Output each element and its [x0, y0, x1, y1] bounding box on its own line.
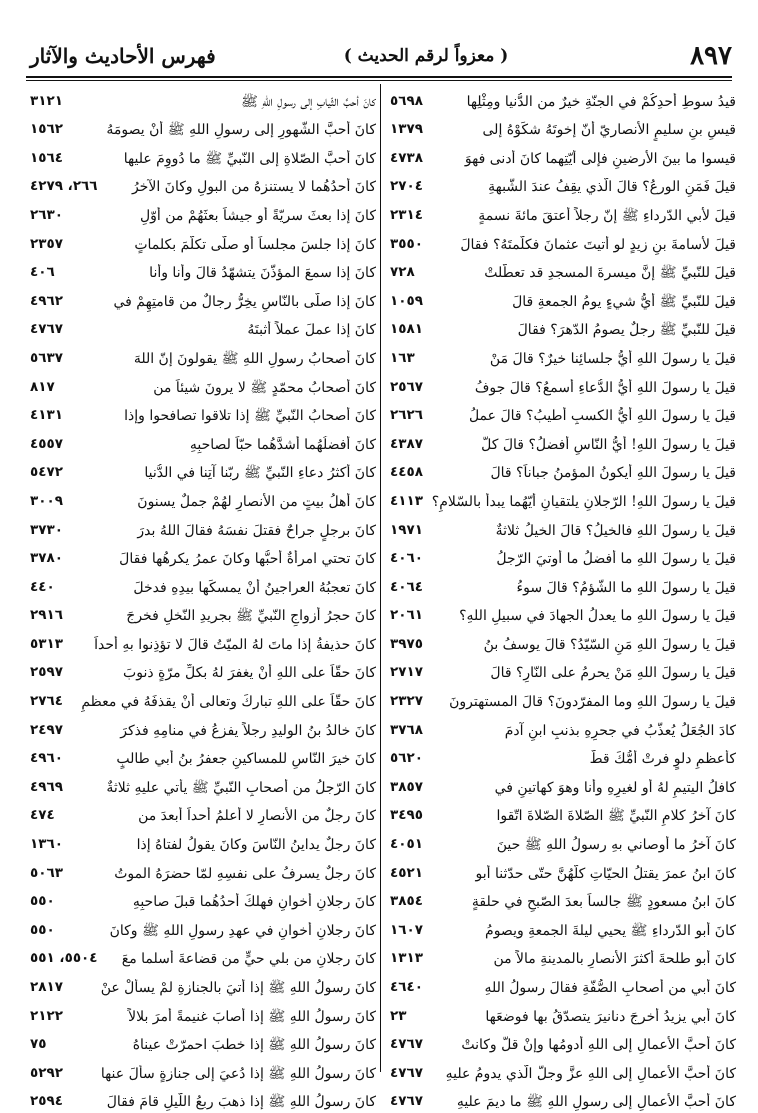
index-entry: [388, 484, 736, 513]
index-entry: [28, 513, 376, 542]
entry-hadith-number: ٢٦٦، ٤٢٧٩: [30, 178, 98, 195]
entry-hadith-number: ٥٥٠: [30, 921, 55, 938]
entry-hadith-number: ٣٧٨٠: [30, 550, 63, 567]
entry-hadith-number: ٢٣: [390, 1007, 407, 1024]
entry-hadith-number: ٤٧٦٧: [390, 1036, 423, 1053]
entry-text: كانَ أهلُ بيتٍ من الأنصارِ لهُمْ جملٌ يسنونَ: [137, 493, 376, 510]
entry-hadith-number: ٣١٢١: [30, 92, 63, 109]
index-entry: [388, 770, 736, 799]
entry-text: كانَ رجلٌ يسرفُ على نفسِهِ لمّا حضرَهُ الموتُ: [114, 865, 376, 882]
index-entry: [388, 656, 736, 685]
index-entry: [28, 341, 376, 370]
index-entry: [28, 913, 376, 942]
entry-hadith-number: ٥٦٩٨: [390, 92, 423, 109]
entry-text: كانَ رسولُ اللهِ ﷺ إذا خطبَ احمرّتْ عيناهُ: [132, 1037, 376, 1054]
index-entry: [388, 141, 736, 170]
index-entry: [28, 113, 376, 142]
header-rule-thin: [26, 80, 732, 81]
entry-hadith-number: ٥٦٣٧: [30, 349, 63, 366]
index-entry: [28, 399, 376, 428]
entry-hadith-number: ٤٧٣٨: [390, 149, 423, 166]
index-entry: [388, 1028, 736, 1057]
entry-hadith-number: ٢٨١٧: [30, 979, 63, 995]
index-entry: [388, 542, 736, 571]
entry-hadith-number: ٥٦٢٠: [390, 750, 423, 767]
entry-hadith-number: ٧٥: [30, 1036, 47, 1053]
entry-text: كانَ الرّجلُ من أصحابِ النّبيِّ ﷺ يأتي عليهِ ثلاثةٌ: [106, 779, 376, 796]
entry-text: قيسوا ما بينَ الأرضينِ فإلى أيّتِهما كانَ أدنى فهوَ: [464, 150, 736, 167]
index-entry: [28, 456, 376, 485]
index-entry: [28, 570, 376, 599]
entry-text: قيلَ يا رسولَ اللهِ أيكونُ المؤمنُ جباناً؟ قالَ: [490, 465, 736, 482]
index-entry: [388, 1056, 736, 1085]
index-entry: [388, 370, 736, 399]
page-subtitle: ( معزواً لرقم الحديث ): [343, 46, 509, 66]
index-entry: [28, 227, 376, 256]
index-entry: [28, 284, 376, 313]
entry-text: كانَ أحبَّ الصّلاةِ إلى النّبيِّ ﷺ ما دُووِمَ عليها: [123, 150, 376, 167]
entry-hadith-number: ٣٨٥٤: [390, 893, 423, 910]
entry-text: كانَ خيرَ النّاسِ للمساكينِ جعفرُ بنُ أبي طالبٍ: [116, 751, 376, 768]
entry-text: كانَ خالدُ بنُ الوليدِ رجلاً يفزعُ في منامِهِ فذكرَ: [120, 722, 376, 739]
index-entry: [28, 484, 376, 513]
entry-hadith-number: ٤٦٤٠: [390, 979, 423, 995]
index-entry: [388, 341, 736, 370]
header-rule: [26, 76, 732, 78]
entry-hadith-number: ٢١٢٢: [30, 1007, 63, 1024]
entry-hadith-number: ٤٧٦٧: [390, 1064, 423, 1081]
entry-text: كانَ آخرُ ما أوصاني بهِ رسولُ اللهِ ﷺ حينَ: [496, 837, 736, 854]
index-entry: [28, 799, 376, 828]
entry-hadith-number: ٤٠٦٠: [390, 550, 423, 567]
index-entry: [388, 885, 736, 914]
entry-hadith-number: ٣٧٣٠: [30, 521, 63, 538]
entry-hadith-number: ٤٥٢١: [390, 864, 423, 881]
index-entry: [28, 742, 376, 771]
index-entry: [388, 284, 736, 313]
index-entry: [388, 684, 736, 713]
entry-text: قيلَ يا رسولَ اللهِ ما الشّؤمُ؟ قالَ سوءُ: [516, 579, 736, 596]
entry-hadith-number: ١٥٨١: [390, 321, 423, 338]
entry-text: كانَ رسولُ اللهِ ﷺ إذا دُعيَ إلى جنازةٍ سألَ عنها: [100, 1065, 376, 1082]
entry-text: قيلَ يا رسولَ اللهِ! الرّجلانِ يلتقيانِ أيّهُما يبدأُ بالسّلامِ؟: [431, 493, 736, 510]
entry-hadith-number: ١٩٧١: [390, 521, 423, 538]
entry-hadith-number: ١٣١٣: [390, 950, 423, 967]
index-entry: [388, 599, 736, 628]
entry-text: كانَ رجلٌ من الأنصارِ لا أعلمُ أحداً أبعدَ من: [138, 808, 376, 825]
index-entry: [28, 827, 376, 856]
entry-hadith-number: ٤٣٨٧: [390, 435, 423, 452]
index-entry: [28, 427, 376, 456]
entry-text: كانَ رجلانِ أخوانِ فهلكَ أحدُهُما قبلَ صاحبِهِ: [132, 894, 376, 911]
index-entry: [28, 770, 376, 799]
index-entry: [28, 599, 376, 628]
entry-text: كانَ رجلٌ يداينُ النّاسَ وكانَ يقولُ لفتاهُ إذا: [136, 837, 376, 854]
entry-hadith-number: ٤٧٦٧: [390, 1093, 423, 1110]
index-entry: [388, 313, 736, 342]
column-divider: [380, 84, 381, 1072]
entry-text: قيلَ للنّبيِّ ﷺ أيُّ شيءٍ يومُ الجمعةِ قالَ: [512, 293, 736, 310]
entry-text: كانَ رجلانِ من بلي حيٍّ من قضاعةَ أسلما معَ: [121, 951, 376, 968]
index-entry: [28, 713, 376, 742]
entry-hadith-number: ٥٤٧٢: [30, 464, 63, 481]
entry-hadith-number: ٤٩٦٩: [30, 778, 63, 795]
entry-hadith-number: ٤٧٦٧: [30, 321, 63, 338]
entry-hadith-number: ٢٥٦٧: [390, 378, 423, 395]
index-entry: [388, 399, 736, 428]
entry-text: كانَ حذيفةُ إذا ماتَ لهُ الميّتُ قالَ لا تؤذِنوا بهِ أحداً: [94, 636, 376, 653]
index-entry: [388, 198, 736, 227]
entry-text: قيلَ فَمَنِ الورعُ؟ قالَ الّذي يقِفُ عندَ الشُّبهةِ: [488, 179, 736, 196]
entry-text: كانَ إذا عملَ عملاً أثبتَهُ: [247, 322, 376, 339]
entry-hadith-number: ٢٧١٧: [390, 664, 423, 681]
entry-text: كادَ الجُعَلُ يُعذَّبُ في جحرِهِ بذنبِ ابنِ آدمَ: [504, 722, 736, 739]
right-column: [388, 84, 736, 1113]
entry-hadith-number: ٤١٣١: [30, 407, 63, 424]
entry-hadith-number: ٥٣١٣: [30, 635, 63, 652]
entry-hadith-number: ١٦٣: [390, 349, 415, 366]
entry-text: كانَ أحدُهُما لا يستنزهُ من البولِ وكانَ الآخرُ: [131, 179, 376, 196]
entry-text: قيلَ يا رسولَ اللهِ أيُّ جلسائِنا خيرٌ؟ قالَ مَنْ: [489, 350, 736, 367]
entry-hadith-number: ٤٧٤: [30, 807, 55, 824]
index-entry: [28, 999, 376, 1028]
entry-hadith-number: ٤٠٦٤: [390, 578, 423, 595]
entry-hadith-number: ٤٥٥٧: [30, 435, 63, 452]
entry-text: قيلَ يا رسولَ اللهِ مَنِ السّيّدُ؟ قالَ يوسفُ بنُ: [483, 636, 736, 653]
entry-text: قيلَ يا رسولَ اللهِ! أيُّ النّاسِ أفضلُ؟ قالَ كلُّ: [481, 436, 736, 453]
index-entry: [388, 627, 736, 656]
entry-hadith-number: ١٦٠٧: [390, 921, 423, 938]
index-entry: [388, 227, 736, 256]
entry-text: قيلَ يا رسولَ اللهِ مَنْ يحرمُ على النّارِ؟ قالَ: [490, 665, 736, 682]
index-entry: [28, 141, 376, 170]
entry-hadith-number: ١٥٦٢: [30, 121, 63, 138]
entry-hadith-number: ٤١١٣: [390, 492, 423, 509]
index-entry: [388, 856, 736, 885]
entry-text: كانَ حقّاً على اللهِ تباركَ وتعالى أنْ يقذفَهُ في معظمِ: [81, 694, 376, 711]
entry-text: قيلَ يا رسولَ اللهِ وما المفرّدونَ؟ قالَ المستهترونَ: [449, 694, 736, 711]
index-entry: [28, 885, 376, 914]
entry-text: قيلَ للنّبيِّ ﷺ رجلٌ يصومُ الدّهرَ؟ فقالَ: [517, 322, 736, 339]
index-entry: [28, 684, 376, 713]
index-entry: [388, 713, 736, 742]
entry-hadith-number: ٢٣٥٧: [30, 235, 63, 252]
entry-text: كانَ ابنُ عمرَ يقتلُ الحيّاتِ كلّهُنَّ حتّى حدّثنا أبو: [475, 865, 736, 882]
index-entry: [28, 970, 376, 999]
entry-hadith-number: ٧٢٨: [390, 264, 415, 281]
entry-hadith-number: ٥٠٦٣: [30, 864, 63, 881]
entry-text: كانَ تحتي امرأةٌ أحبُّها وكانَ عمرُ يكرهُها فقالَ: [119, 551, 376, 568]
index-entry: [388, 913, 736, 942]
entry-hadith-number: ٨١٧: [30, 378, 55, 395]
entry-text: كانَ أفضلُهُما أشدَّهُما حبّاً لصاحبِهِ: [189, 436, 376, 453]
entry-text: كانَ ابنُ مسعودٍ ﷺ جالساً بعدَ الصّبحِ في حلقةٍ: [471, 894, 736, 911]
entry-text: قيلَ لأسامةَ بنِ زيدٍ لو أتيتَ عثمانَ فكلّمتَهُ؟ فقالَ: [460, 236, 736, 253]
entry-hadith-number: ٢٤٩٧: [30, 721, 63, 738]
entry-hadith-number: ٥٥٠: [30, 893, 55, 910]
index-entry: [28, 198, 376, 227]
entry-text: كانَ برجلٍ جراحٌ فقتلَ نفسَهُ فقالَ اللهُ بدرَ: [137, 522, 376, 539]
entry-text: قيدُ سوطِ أحدِكُمْ في الجنّةِ خيرٌ من الدُّنيا ومِثْلِها: [466, 93, 736, 110]
entry-text: كانَ أصحابُ رسولِ اللهِ ﷺ يقولونَ إنّ اللهَ: [133, 350, 376, 367]
index-entry: [28, 256, 376, 285]
index-entry: [388, 999, 736, 1028]
entry-text: كانَ أصحابُ محمّدٍ ﷺ لا يرونَ شيئاً من: [153, 379, 376, 396]
entry-text: قيسِ بنِ سليمٍ الأنصاريّ أنّ إخوتَهُ شكَوْهُ إلى: [482, 122, 736, 139]
entry-hadith-number: ٣٧٦٨: [390, 721, 423, 738]
index-entry: [388, 827, 736, 856]
entry-hadith-number: ٢٧٠٤: [390, 178, 423, 195]
entry-text: قيلَ للنّبيِّ ﷺ إنَّ ميسرةَ المسجدِ قد تعطّلتْ: [484, 265, 736, 282]
index-entry: [388, 456, 736, 485]
index-entry: [28, 1085, 376, 1113]
entry-hadith-number: ٥٥٠٤، ٥٥١: [30, 950, 98, 967]
entry-hadith-number: ٢٣٢٧: [390, 693, 423, 710]
index-entry: [388, 84, 736, 113]
entry-hadith-number: ١٠٥٩: [390, 292, 423, 309]
index-entry: [388, 427, 736, 456]
index-entry: [28, 370, 376, 399]
entry-hadith-number: ٤٩٦٠: [30, 750, 63, 767]
entry-text: كانَ أبو طلحةَ أكثرَ الأنصارِ بالمدينةِ مالاً من: [493, 951, 736, 968]
entry-text: قيلَ يا رسولَ اللهِ ما أفضلُ ما أوتيَ الرّجلُ: [496, 551, 736, 568]
entry-hadith-number: ٣٤٩٥: [390, 807, 423, 824]
index-entry: [28, 313, 376, 342]
entry-hadith-number: ٤٤٠: [30, 578, 55, 595]
entry-text: كانَ رسولُ اللهِ ﷺ إذا ذهبَ ربعُ اللّيلِ قامَ فقالَ: [106, 1094, 376, 1111]
index-entry: [388, 256, 736, 285]
entry-hadith-number: ١٥٦٤: [30, 149, 63, 166]
index-entry: [28, 1056, 376, 1085]
index-entry: [28, 1028, 376, 1057]
entry-text: كافلُ اليتيمِ لهُ أو لغيرِهِ وأنا وهوَ كهاتينِ في: [494, 779, 736, 796]
entry-text: كانَ إذا سمعَ المؤذّنَ يتشهّدُ قالَ وأنا وأنا: [149, 265, 376, 282]
index-entry: [28, 542, 376, 571]
index-entry: [28, 856, 376, 885]
index-entry: [388, 170, 736, 199]
page-header: [30, 38, 732, 74]
entry-text: كانَ حقّاً على اللهِ أنْ يغفرَ لهُ بكلِّ مرّةٍ ذنوبَ: [123, 665, 376, 682]
entry-hadith-number: ٢٦٣٠: [30, 206, 63, 223]
entry-hadith-number: ٢٥٩٧: [30, 664, 63, 681]
entry-hadith-number: ٢٥٩٤: [30, 1093, 63, 1110]
entry-text: قيلَ يا رسولَ اللهِ فالخيلُ؟ قالَ الخيلُ ثلاثةٌ: [495, 522, 736, 539]
book-title: فهرس الأحاديث والآثار: [30, 44, 216, 68]
entry-text: كانَ أحبَّ الأعمالِ إلى رسولِ اللهِ ﷺ ما ديمَ عليهِ: [456, 1094, 736, 1111]
left-column: [28, 84, 376, 1113]
entry-text: كانَ رجلانِ أخوانِ في عهدِ رسولِ اللهِ ﷺ وكانَ: [109, 922, 376, 939]
index-entry: [28, 942, 376, 971]
entry-hadith-number: ٤٠٥١: [390, 836, 423, 853]
index-entry: [388, 113, 736, 142]
entry-text: كانَ إذا جلسَ مجلساً أو صلّى تكلّمَ بكلماتٍ: [134, 236, 376, 253]
entry-text: كانَ رسولُ اللهِ ﷺ إذا أُتيَ بالجنازةِ لمْ يسألْ عنْ: [100, 980, 376, 996]
entry-text: كانَ إذا صلّى بالنّاسِ يخِرُّ رجالٌ من قامتِهِمْ في: [113, 293, 376, 310]
entry-text: كانَ أبو الدّرداءِ ﷺ يحيي ليلةَ الجمعةِ ويصومُ: [485, 922, 736, 939]
entry-hadith-number: ٢٧٦٤: [30, 693, 63, 710]
entry-text: كانَ أحبَّ الأعمالِ إلى اللهِ عزَّ وجلَّ الّذي يدومُ عليهِ: [445, 1065, 736, 1082]
entry-text: كانَ أكثرُ دعاءِ النّبيِّ ﷺ ربّنا آتِنا في الدُّنيا: [144, 465, 376, 482]
entry-text: كانَ إذا بعثَ سريّةً أو جيشاً بعثَهُمْ من أوّلِ: [140, 207, 376, 224]
entry-text: كانَ أحبَّ الأعمالِ إلى اللهِ أدومُها وإنْ قلَّ وكانتْ: [461, 1037, 736, 1054]
entry-text: كانَ أحبَّ الشّهورِ إلى رسولِ اللهِ ﷺ أنْ يصومَهُ: [106, 122, 376, 139]
entry-text: قيلَ يا رسولَ اللهِ أيُّ الكسبِ أطيبُ؟ قالَ عملُ: [468, 408, 736, 425]
entry-hadith-number: ١٣٧٩: [390, 121, 423, 138]
entry-text: قيلَ يا رسولَ اللهِ ما يعدلُ الجهادَ في سبيلِ اللهِ؟: [459, 608, 736, 625]
entry-hadith-number: ٤٠٦: [30, 264, 55, 281]
entry-hadith-number: ٢٠٦١: [390, 607, 423, 624]
index-entry: [388, 1085, 736, 1113]
entry-text: كانَ أصحابُ النّبيِّ ﷺ إذا تلاقوا تصافحوا وإذا: [124, 408, 376, 425]
index-entry: [388, 942, 736, 971]
entry-text: كانَ أحبَّ الثّيابِ إلى رسولِ اللهِ ﷺ: [241, 93, 376, 110]
entry-text: كانَ آخرُ كلامِ النّبيِّ ﷺ الصّلاةَ الصّلاةَ اتّقوا: [496, 808, 736, 825]
entry-hadith-number: ٣٨٥٧: [390, 778, 423, 795]
index-entry: [28, 84, 376, 113]
entry-hadith-number: ٣٥٥٠: [390, 235, 423, 252]
entry-text: كانَ تعجبُهُ العراجينُ أنْ يمسكَها بيدِهِ فدخلَ: [133, 579, 376, 596]
entry-text: كانَ أبي يزيدُ أخرجَ دنانيرَ يتصدّقُ بها فوضعَها: [485, 1008, 736, 1025]
index-entry: [388, 799, 736, 828]
entry-hadith-number: ٤٤٥٨: [390, 464, 423, 481]
index-entry: [388, 970, 736, 999]
entry-text: كأعظمِ دلوٍ فرتْ أمُّكَ قطُّ: [589, 751, 736, 768]
entry-hadith-number: ٢٩١٦: [30, 607, 63, 624]
entry-text: قيلَ يا رسولَ اللهِ أيُّ الدُّعاءِ أسمعُ؟ قالَ جوفُ: [474, 379, 736, 396]
index-entry: [388, 742, 736, 771]
entry-text: قيلَ لأبي الدّرداءِ ﷺ إنّ رجلاً أعتقَ مائةَ نسمةٍ: [478, 207, 736, 224]
index-entry: [28, 627, 376, 656]
entry-hadith-number: ٢٣١٤: [390, 206, 423, 223]
entry-text: كانَ أبي من أصحابِ الصُّفّةِ فقالَ رسولُ اللهِ: [484, 980, 736, 996]
entry-text: كانَ رسولُ اللهِ ﷺ إذا أصابَ غنيمةً أمرَ بلالاً: [128, 1008, 376, 1025]
page-number: ٨٩٧: [690, 41, 732, 71]
entry-hadith-number: ٢٦٢٦: [390, 407, 423, 424]
entry-text: كانَ حجرُ أزواجِ النّبيِّ ﷺ بجريدِ النّخلِ فخرجَ: [126, 608, 376, 625]
entry-hadith-number: ٤٩٦٢: [30, 292, 63, 309]
index-entry: [28, 170, 376, 199]
index-entry: [388, 513, 736, 542]
entry-hadith-number: ٥٢٩٢: [30, 1064, 63, 1081]
index-entry: [388, 570, 736, 599]
entry-hadith-number: ٣٠٠٩: [30, 492, 63, 509]
index-entry: [28, 656, 376, 685]
entry-hadith-number: ٣٩٧٥: [390, 635, 423, 652]
entry-hadith-number: ١٣٦٠: [30, 836, 63, 853]
